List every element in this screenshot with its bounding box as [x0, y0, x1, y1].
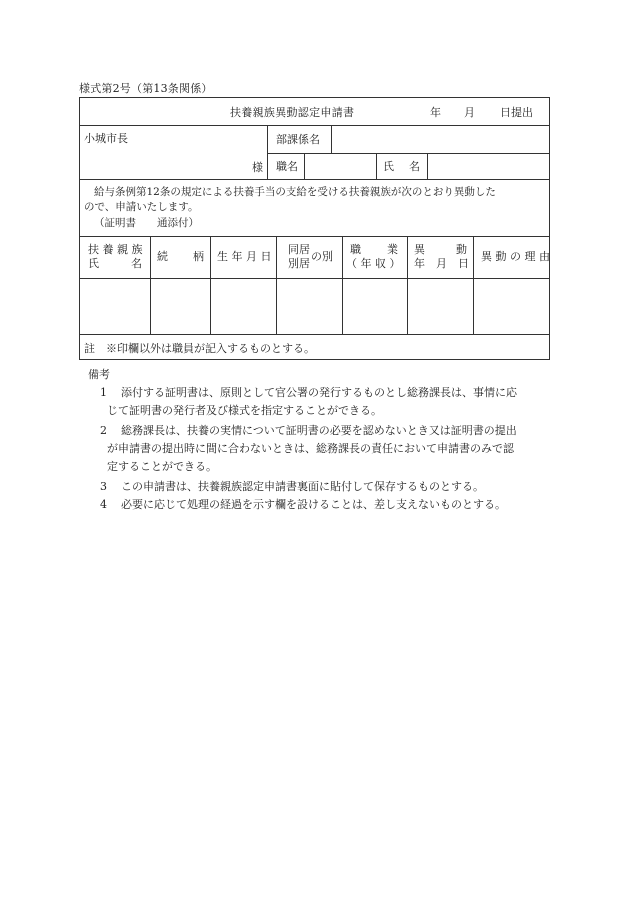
- col-divider-name-value: [427, 153, 428, 179]
- col-divider-name-label: [376, 153, 377, 179]
- col-cohabitation-1: 同居: [288, 243, 310, 256]
- date-month-label: 月: [464, 106, 475, 119]
- col-birthdate: 生 年 月 日: [217, 250, 272, 263]
- remark-line: じて証明書の発行者及び様式を指定することができる。: [107, 404, 382, 417]
- remark-line: 必要に応じて処理の経過を示す欄を設けることは、差し支えないものとする。: [121, 498, 506, 511]
- col-divider-1: [150, 236, 151, 334]
- date-submitted-label: 日提出: [500, 106, 533, 119]
- row-divider-title: [80, 125, 549, 126]
- col-divider-3: [276, 236, 277, 334]
- col-cohabitation-3: の別: [311, 250, 333, 263]
- name-label-1: 氏: [383, 160, 394, 173]
- honorific: 様: [252, 161, 263, 174]
- col-dependent-line1: 扶 養 親 族: [88, 243, 143, 256]
- remark-number: 2: [100, 424, 107, 437]
- remark-line: この申請書は、扶養親族認定申請書裏面に貼付して保存するものとする。: [121, 480, 484, 493]
- name-label-2: 名: [409, 160, 420, 173]
- remark-line: が申請書の提出時に間に合わないときは、総務課長の責任において申請書のみで認: [107, 442, 514, 455]
- col-divider-6: [473, 236, 474, 334]
- col-divider-department: [331, 125, 332, 153]
- remark-number: 1: [100, 386, 107, 399]
- department-label: 部課係名: [276, 133, 320, 146]
- col-change-date: 年 月 日: [414, 257, 469, 270]
- addressee: 小城市長: [84, 132, 128, 145]
- col-income: （ 年 収 ）: [346, 257, 401, 270]
- statement-line-1: 給与条例第12条の規定による扶養手当の支給を受ける扶養親族が次のとおり異動した: [94, 186, 496, 198]
- row-divider-data: [80, 334, 549, 335]
- row-divider-applicant: [80, 179, 549, 180]
- position-label: 職名: [276, 160, 298, 173]
- form-title: 扶養親族異動認定申請書: [230, 106, 355, 119]
- remarks-heading: 備考: [88, 368, 110, 381]
- col-dependent-line2a: 氏: [88, 257, 99, 270]
- col-change-2: 動: [456, 243, 467, 256]
- col-divider-applicant: [267, 125, 268, 179]
- col-relation-2: 柄: [193, 250, 204, 263]
- attachment-note: （証明書 通添付）: [94, 217, 199, 229]
- remark-number: 4: [100, 498, 107, 511]
- col-divider-4: [342, 236, 343, 334]
- row-divider-department: [267, 153, 549, 154]
- remark-line: 定することができる。: [107, 460, 217, 473]
- remark-line: 添付する証明書は、原則として官公署の発行するものとし総務課長は、事情に応: [121, 386, 517, 399]
- col-divider-position: [304, 153, 305, 179]
- col-divider-5: [407, 236, 408, 334]
- remark-number: 3: [100, 480, 107, 493]
- form-footnote: 註 ※印欄以外は職員が記入するものとする。: [84, 342, 315, 355]
- remark-line: 総務課長は、扶養の実情について証明書の必要を認めないとき又は証明書の提出: [121, 424, 517, 437]
- col-relation-1: 続: [157, 250, 168, 263]
- statement-line-2: ので、申請いたします。: [84, 201, 199, 213]
- col-dependent-line2b: 名: [131, 257, 142, 270]
- application-form-table: [79, 97, 550, 360]
- col-change-reason: 異 動 の 理 由: [481, 250, 550, 263]
- col-cohabitation-2: 別居: [288, 257, 310, 270]
- date-year-label: 年: [430, 106, 441, 119]
- col-divider-2: [210, 236, 211, 334]
- col-occupation-1: 職: [350, 243, 361, 256]
- form-number: 様式第2号（第13条関係）: [79, 82, 213, 95]
- col-occupation-2: 業: [387, 243, 398, 256]
- col-change-1: 異: [414, 243, 425, 256]
